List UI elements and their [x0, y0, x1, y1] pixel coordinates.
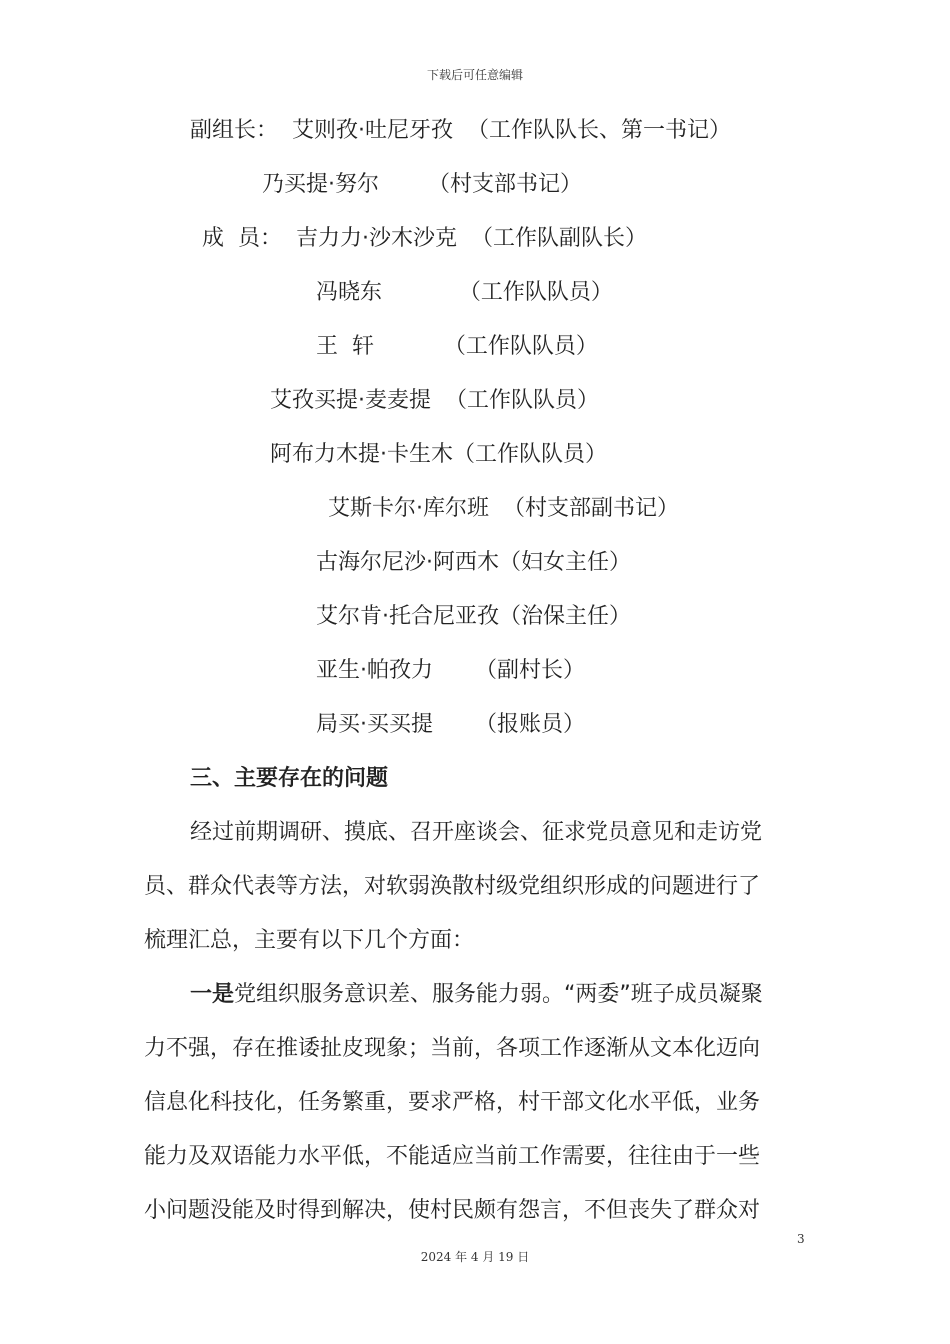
member-line: 成 员： 吉力力·沙木沙克 （工作队副队长） — [202, 226, 647, 251]
paragraph-line: 信息化科技化，任务繁重，要求严格，村干部文化水平低，业务 — [144, 1090, 761, 1115]
paragraph-line: 经过前期调研、摸底、召开座谈会、征求党员意见和走访党 — [190, 820, 763, 845]
section-heading: 三、主要存在的问题 — [190, 766, 389, 791]
paragraph-line: 小问题没能及时得到解决，使村民颇有怨言，不但丧失了群众对 — [144, 1198, 761, 1223]
member-line: 艾孜买提·麦麦提 （工作队队员） — [270, 388, 599, 413]
paragraph-line: 能力及双语能力水平低，不能适应当前工作需要，往往由于一些 — [144, 1144, 761, 1169]
member-line: 王 轩 （工作队队员） — [316, 334, 598, 359]
member-line: 艾尔肯·托合尼亚孜（治保主任） — [316, 604, 631, 629]
member-line: 亚生·帕孜力 （副村长） — [316, 658, 585, 683]
page-number: 3 — [797, 1232, 805, 1246]
member-line: 局买·买买提 （报账员） — [316, 712, 585, 737]
member-line: 副组长： 艾则孜·吐尼牙孜 （工作队队长、第一书记） — [190, 118, 731, 143]
member-line: 乃买提·努尔 （村支部书记） — [262, 172, 582, 197]
member-line: 阿布力木提·卡生木（工作队队员） — [270, 442, 607, 467]
member-line: 古海尔尼沙·阿西木（妇女主任） — [316, 550, 631, 575]
paragraph-line — [190, 980, 763, 1010]
emphasis-lead: 一是 — [190, 982, 235, 1007]
member-line: 艾斯卡尔·库尔班 （村支部副书记） — [328, 496, 679, 521]
paragraph-line: 梳理汇总，主要有以下几个方面： — [144, 928, 475, 953]
paragraph-text: 党组织服务意识差、服务能力弱。“两委”班子成员凝聚 — [234, 982, 763, 1007]
page-header: 下载后可任意编辑 — [426, 68, 523, 82]
member-line: 冯晓东 （工作队队员） — [316, 280, 613, 305]
paragraph-line: 力不强，存在推诿扯皮现象；当前，各项工作逐渐从文本化迈向 — [144, 1036, 761, 1061]
paragraph-line: 员、群众代表等方法，对软弱涣散村级党组织形成的问题进行了 — [144, 874, 761, 899]
footer-date: 2024 年 4 月 19 日 — [420, 1250, 530, 1264]
